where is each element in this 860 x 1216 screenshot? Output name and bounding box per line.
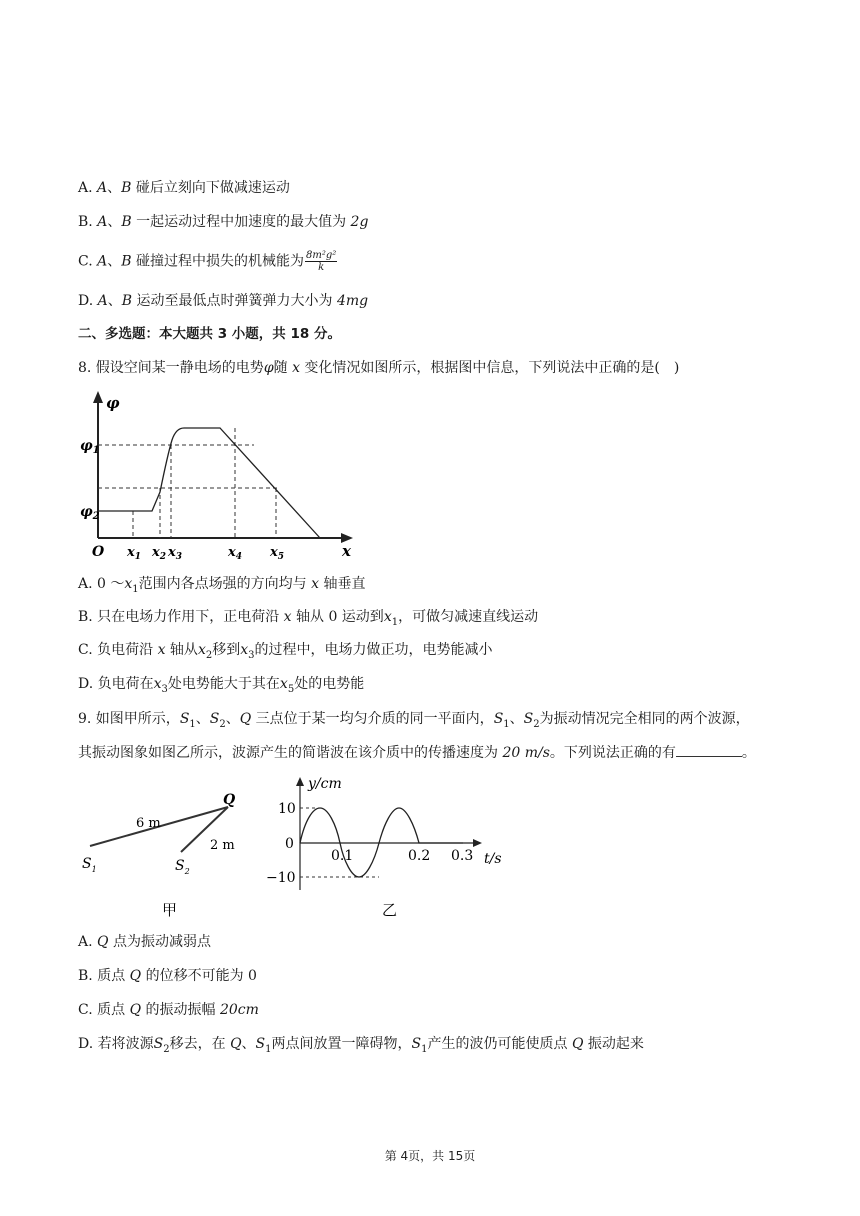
x4-label: $x_4$ xyxy=(228,545,243,562)
t-tick-0.3: 0.3 xyxy=(451,848,474,864)
q9-option-a: A. Q 点为振动减弱点 xyxy=(78,934,211,950)
q9-option-b: B. 质点 Q 的位移不可能为 0 xyxy=(78,968,257,984)
x-axis-label: x xyxy=(342,542,351,560)
phi2-label: $\varphi_2$ xyxy=(80,504,100,522)
phi-axis-label: φ xyxy=(106,394,120,412)
t-axis-label: t/s xyxy=(484,851,502,867)
origin-label: O xyxy=(92,544,105,560)
q8-option-a: A. 0 $\sim x_1$范围内各点场强的方向均与 x 轴垂直 xyxy=(78,576,366,595)
q8-option-b: B. 只在电场力作用下，正电荷沿 x 轴从 0 运动到$x_1$，可做匀减速直线运动 xyxy=(78,609,539,628)
q-label: Q xyxy=(223,792,236,808)
x5-label: $x_5$ xyxy=(270,545,285,562)
q9-option-d: D. 若将波源$S_2$移去，在 Q、$S_1$两点间放置一障碍物，$S_1$产生的波仍可能使质点 Q 振动起来 xyxy=(78,1036,644,1055)
distance-6m: 6 m xyxy=(136,816,161,831)
y-axis-label: y/cm xyxy=(308,776,342,792)
x3-label: $x_3$ xyxy=(168,545,183,562)
q9-stem-line2: 其振动图象如图乙所示，波源产生的简谐波在该介质中的传播速度为 20 m/s。下列说法正确的有 。 xyxy=(78,745,756,761)
section-heading: 二、多选题：本大题共 3 小题，共 18 分。 xyxy=(78,326,341,342)
y-axis-arrow xyxy=(296,777,304,786)
t-axis-arrow xyxy=(473,839,482,847)
figure-yi xyxy=(258,772,508,922)
distance-2m: 2 m xyxy=(210,838,235,853)
y-tick-neg10: −10 xyxy=(266,870,296,886)
s1-label: $S_1$ xyxy=(82,856,97,874)
figure-jia xyxy=(78,790,258,920)
q7-option-c: C. A、B 碰撞过程中损失的机械能为 $\frac{\text{8m²g²}}{k}$ xyxy=(78,250,337,273)
x2-label: $x_2$ xyxy=(152,545,167,562)
answer-blank xyxy=(676,744,742,757)
q7-option-d: D. A、B 运动至最低点时弹簧弹力大小为 4mg xyxy=(78,293,369,309)
q8-stem: 8. 假设空间某一静电场的电势φ随 x 变化情况如图所示，根据图中信息，下列说法中正确的是( ) xyxy=(78,360,680,376)
figure-jia-caption: 甲 xyxy=(162,901,178,919)
q8-option-d: D. 负电荷在$x_3$处电势能大于其在$x_5$处的电势能 xyxy=(78,676,365,695)
q7-option-b: B. A、B 一起运动过程中加速度的最大值为 2g xyxy=(78,214,369,230)
figure-yi-caption: 乙 xyxy=(382,901,398,919)
y-tick-10: 10 xyxy=(278,801,296,817)
q8-option-c: C. 负电荷沿 x 轴从$x_2$移到$x_3$的过程中，电场力做正功，电势能减小 xyxy=(78,642,493,661)
energy-loss-fraction: $\frac{\text{8m²g²}}{k}$ xyxy=(306,250,337,273)
q9-stem-line1: 9. 如图甲所示，$S_1$、$S_2$、Q 三点位于某一均匀介质的同一平面内，$S_1$、$S_2$为振动情况完全相同的两个波源， xyxy=(78,711,750,730)
phi1-label: $\varphi_1$ xyxy=(80,438,100,456)
t-tick-0.1: 0.1 xyxy=(331,848,354,864)
y-origin-label: 0 xyxy=(285,836,294,852)
potential-graph xyxy=(80,388,370,568)
q9-option-c: C. 质点 Q 的振动振幅 20cm xyxy=(78,1002,259,1018)
t-tick-0.2: 0.2 xyxy=(408,848,431,864)
potential-curve xyxy=(98,428,320,538)
s2-label: $S_2$ xyxy=(175,858,190,876)
phi-axis-arrow xyxy=(93,391,103,403)
x1-label: $x_1$ xyxy=(127,545,142,562)
page-footer: 第 4页，共 15页 xyxy=(384,1149,476,1163)
q7-option-a: A. A、B 碰后立刻向下做减速运动 xyxy=(78,180,290,196)
